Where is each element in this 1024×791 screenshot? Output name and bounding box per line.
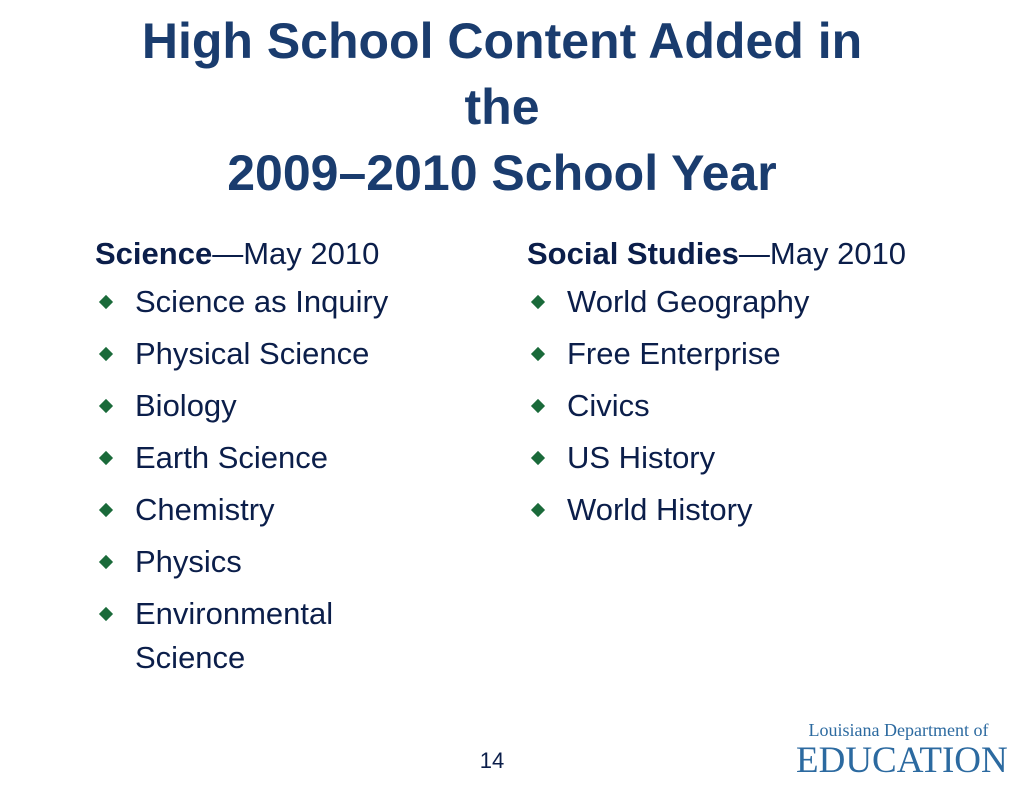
logo-line-1: Louisiana Department of — [808, 720, 989, 740]
diamond-bullet-icon — [99, 503, 113, 517]
list-item-label: Earth Science — [135, 440, 328, 475]
social-studies-heading — [527, 232, 926, 276]
title-line-3: 2009–2010 School Year — [227, 145, 777, 201]
list-item — [527, 436, 927, 480]
list-item-label: US History — [567, 440, 716, 475]
list-item — [527, 332, 927, 376]
list-item-label: Civics — [567, 388, 650, 423]
science-heading — [95, 232, 495, 276]
diamond-bullet-icon — [99, 555, 113, 569]
logo-line-2: EDUCATION — [796, 740, 1008, 781]
page-number: 14 — [479, 748, 505, 773]
list-item — [95, 592, 375, 680]
list-item-label: World History — [567, 492, 753, 527]
science-subject: Science — [95, 236, 213, 271]
diamond-bullet-icon — [99, 347, 113, 361]
list-item — [95, 436, 495, 480]
science-column — [95, 232, 495, 688]
list-item-label: Chemistry — [135, 492, 275, 527]
list-item — [95, 332, 495, 376]
diamond-bullet-icon — [99, 451, 113, 465]
social-studies-subject: Social Studies — [527, 236, 739, 271]
social-studies-list — [527, 280, 927, 532]
list-item — [95, 280, 495, 324]
slide-title — [40, 8, 964, 206]
list-item-label: World Geography — [567, 284, 810, 319]
diamond-bullet-icon — [531, 451, 545, 465]
list-item — [527, 280, 927, 324]
social-studies-column — [527, 232, 927, 540]
list-item-label: Environmental Science — [135, 596, 334, 675]
list-item-label: Physics — [135, 544, 242, 579]
diamond-bullet-icon — [531, 399, 545, 413]
list-item-label: Free Enterprise — [567, 336, 781, 371]
list-item — [95, 488, 495, 532]
science-list — [95, 280, 495, 680]
list-item-label: Physical Science — [135, 336, 370, 371]
title-line-1: High School Content Added in — [141, 13, 863, 69]
louisiana-education-logo — [796, 720, 1008, 782]
diamond-bullet-icon — [531, 503, 545, 517]
diamond-bullet-icon — [99, 607, 113, 621]
list-item — [527, 384, 927, 428]
diamond-bullet-icon — [531, 295, 545, 309]
list-item-label: Biology — [135, 388, 237, 423]
list-item — [527, 488, 927, 532]
title-line-2: the — [464, 79, 540, 135]
list-item — [95, 384, 495, 428]
social-studies-date: —May 2010 — [738, 236, 907, 271]
list-item — [95, 540, 495, 584]
diamond-bullet-icon — [531, 347, 545, 361]
list-item-label: Science as Inquiry — [135, 284, 389, 319]
diamond-bullet-icon — [99, 399, 113, 413]
diamond-bullet-icon — [99, 295, 113, 309]
science-date: —May 2010 — [212, 236, 380, 271]
